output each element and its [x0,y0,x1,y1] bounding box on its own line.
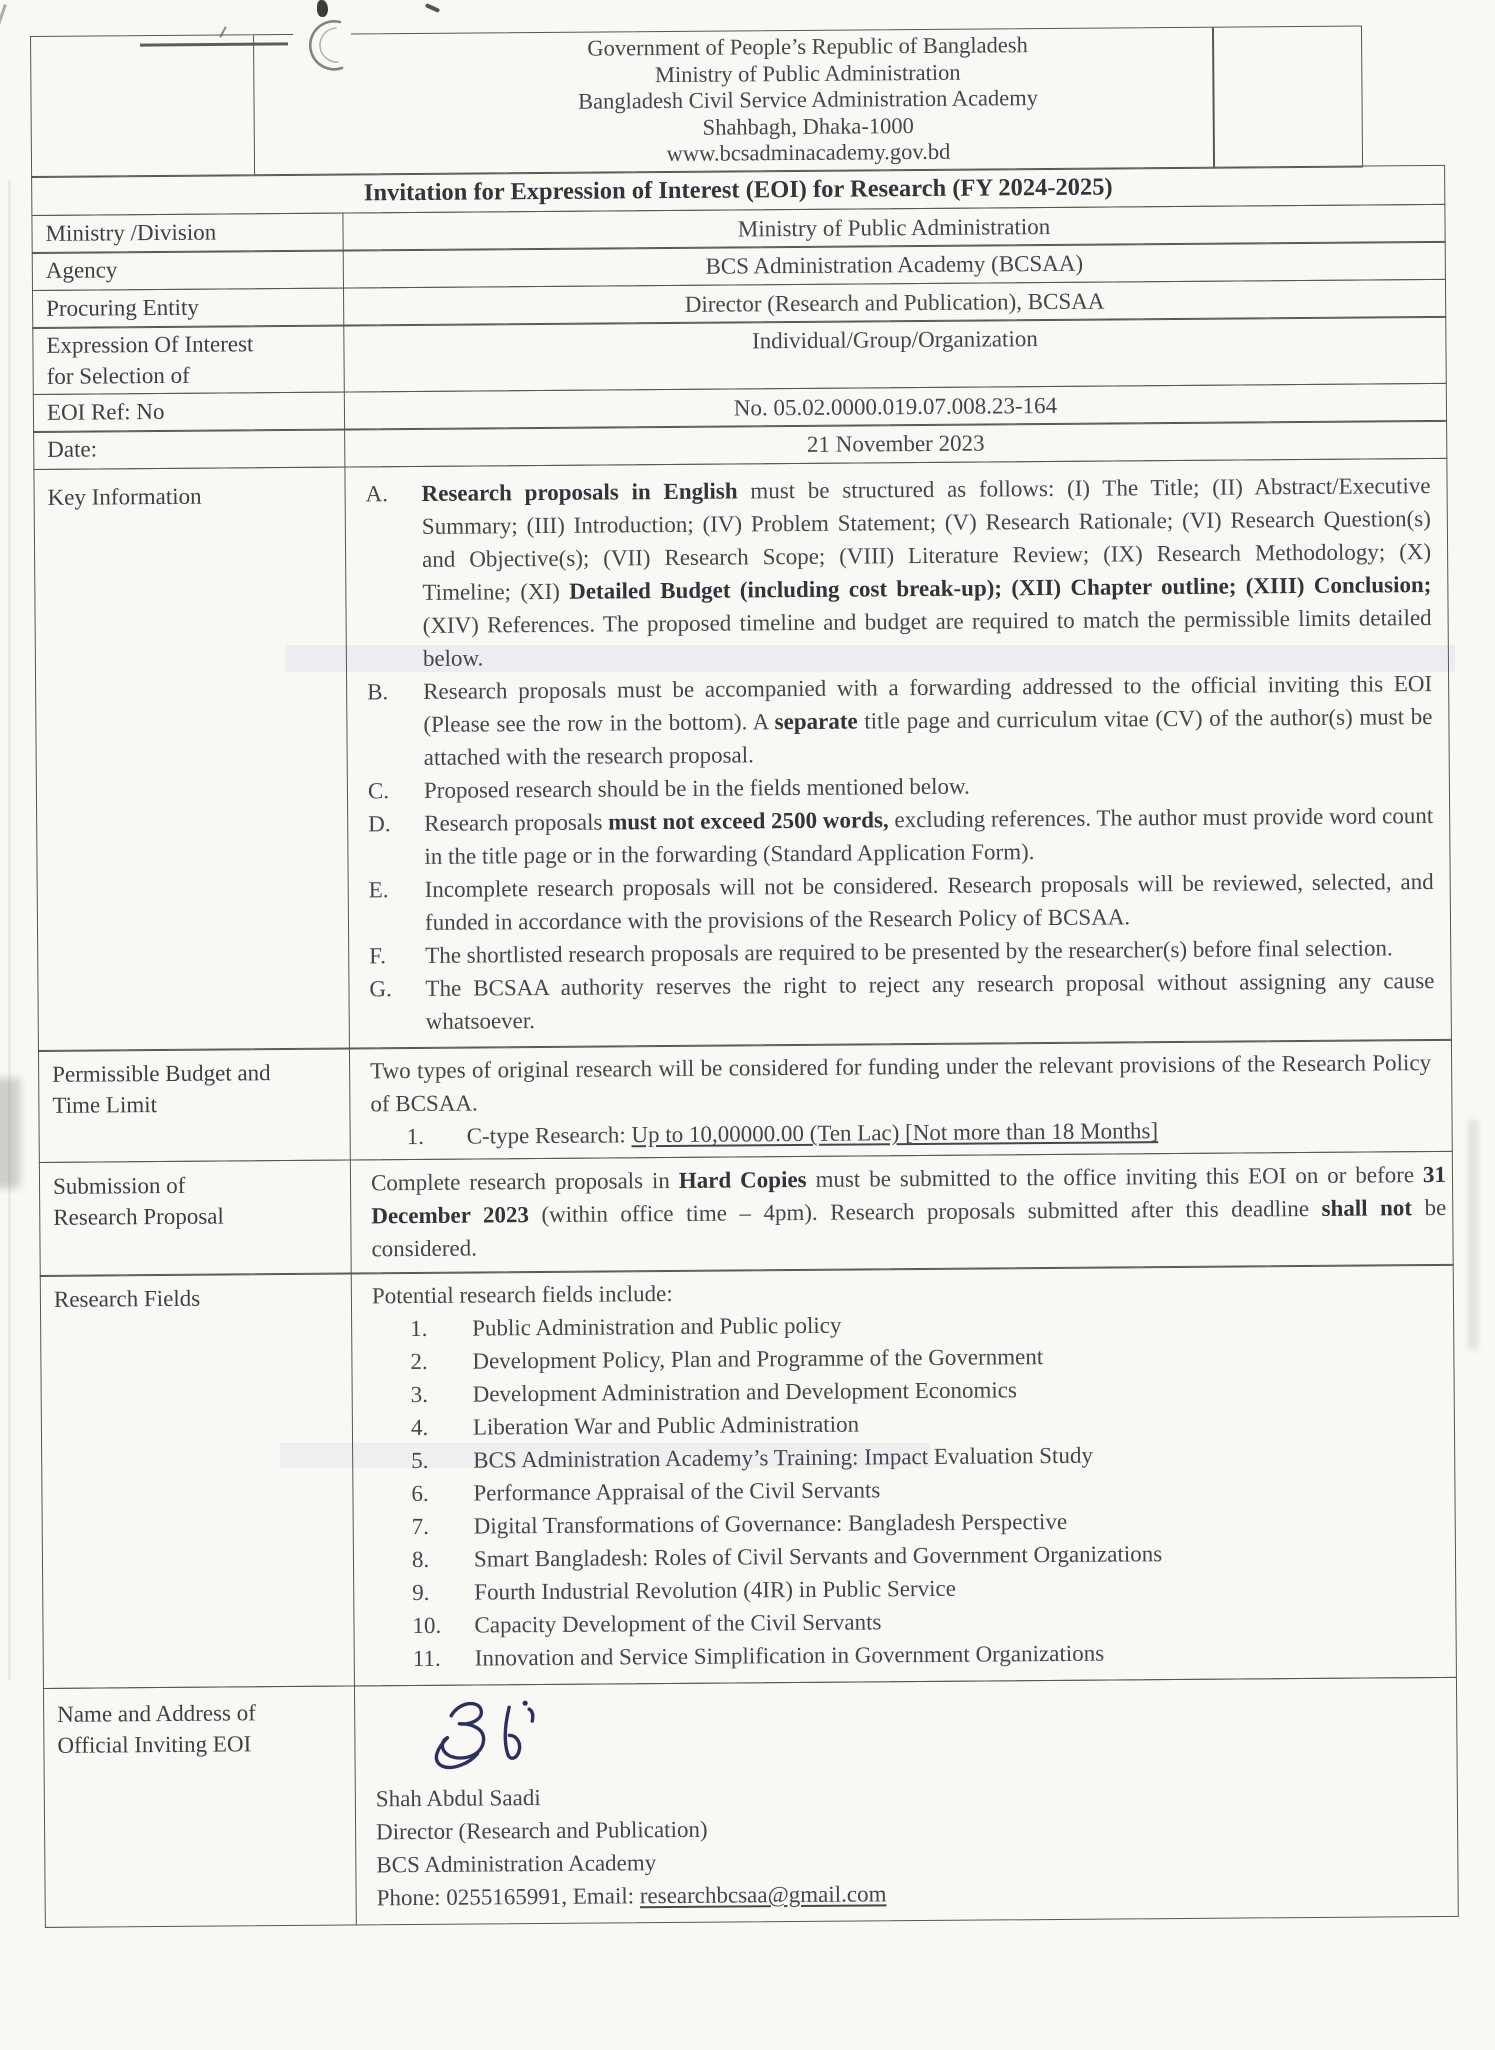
item-number: 10. [412,1613,442,1639]
info-row-value: Ministry of Public Administration [737,213,1051,242]
inviting-official-line: BCS Administration Academy [376,1850,657,1878]
item-number: 6. [411,1481,429,1507]
item-letter: D. [368,811,391,837]
item-text: Development Policy, Plan and Programme of the Government [472,1344,1044,1375]
eoi-document-table [30,25,1459,1928]
inviting-official-row [43,1677,1459,1928]
budget-paragraph: Two types of original research will be considered for funding under the relevant provisions of the Research Policy of BCSAA. [370,1050,1432,1117]
letterhead-left-empty-cell [31,35,255,177]
scan-smudge-left [0,1078,20,1188]
item-number: 11. [412,1646,441,1672]
item-number: 7. [411,1514,430,1540]
item-number: 8. [411,1547,430,1573]
research-field-item [375,1634,1440,1675]
item-number: 5. [411,1448,429,1474]
handwritten-signature [417,1688,1441,1780]
research-fields-content [352,1265,1456,1686]
key-information-item [369,865,1434,939]
letterhead-row [30,26,1363,178]
item-letter: G. [369,976,392,1002]
item-text: Digital Transformations of Governance: Bangladesh Perspective [473,1509,1068,1540]
inviting-official-line: Shah Abdul Saadi [375,1785,541,1812]
item-letter: E. [368,877,389,903]
key-information-list [345,459,1451,1049]
info-row-label: Ministry /Division [32,214,343,253]
info-row-value: Individual/Group/Organization [751,326,1038,354]
item-number: 2. [410,1349,428,1375]
inviting-official-lines [376,1774,1442,1914]
item-text: BCS Administration Academy’s Training: Impact Evaluation Study [473,1443,1093,1474]
info-row-value: BCS Administration Academy (BCSAA) [705,251,1084,280]
item-text: C-type Research: Up to 10,00000.00 (Ten Lac) [Not more than 18 Months] [466,1118,1159,1150]
page-edge-shadow [8,180,11,1680]
scan-corner-artifact [0,4,6,96]
budget-row [38,1039,1453,1163]
inviting-official-label: Name and Address of Official Inviting EOI [44,1686,357,1926]
research-fields-row [40,1264,1457,1689]
letterhead [254,27,1362,176]
item-text: Liberation War and Public Administration [472,1412,860,1441]
item-letter: B. [367,679,389,705]
item-text: Research proposals must be accompanied with a forwarding addressed to the official inviting this EOI (Please see the row in the bottom). A separate title page and curriculum vitae (CV) of the author(s) must be attached with the research proposal. [423,670,1433,770]
inviting-official-line: Director (Research and Publication) [376,1816,708,1845]
research-fields-label: Research Fields [41,1274,355,1688]
inviting-official-content [355,1678,1458,1925]
key-information-item [368,799,1433,873]
info-row-value: Director (Research and Publication), BCSAA [684,288,1105,317]
info-row-label: Expression Of Interest for Selection of [33,326,345,394]
item-letter: C. [367,778,390,804]
key-information-label: Key Information [34,468,350,1051]
key-information-row [33,458,1452,1052]
letterhead-line: Bangladesh Civil Service Administration Academy [577,85,1039,114]
item-text: The BCSAA authority reserves the right to reject any research proposal without assigning any cause whatsoever. [425,967,1435,1034]
submission-row [39,1151,1454,1277]
document-title: Invitation for Expression of Interest (EOI) for Research (FY 2024-2025) [31,165,1445,216]
item-text: Research proposals in English must be structured as follows: (I) The Title; (II) Abstract/Executive Summary; (III) Introduction; (IV) Problem Statement; (V) Research Rationale; (VI) Research Question(s) and Objective(s); (VII) Research Scope; (VIII) Literature Review; (IX) Research Methodology; (X) Timeline; (XI) Detailed Budget (including cost break-up); (XII) Chapter outline; (XIII) Conclusion; (XIV) References. The proposed timeline and budget are required to match the permissible limits detailed below. [421,472,1432,671]
scan-ink-mark [425,3,440,13]
item-text: Smart Bangladesh: Roles of Civil Servants and Government Organizations [473,1541,1163,1573]
budget-content [350,1040,1452,1160]
item-text: Proposed research should be in the fields mentioned below. [423,773,970,803]
budget-label: Permissible Budget and Time Limit [39,1049,351,1162]
info-row-label: Agency [33,251,344,290]
scan-smudge-right [1468,1120,1478,1350]
item-text: Fourth Industrial Revolution (4IR) in Public Service [474,1576,956,1606]
item-text: Performance Appraisal of the Civil Servants [473,1477,881,1507]
item-number: 1. [406,1124,425,1150]
info-row-label: Date: [34,430,345,469]
research-fields-list [372,1304,1440,1675]
key-information-item [369,964,1434,1038]
info-row-label: EOI Ref: No [34,393,345,432]
key-information-item [367,667,1433,774]
scan-ink-blob [317,0,328,17]
budget-item [371,1112,1436,1153]
research-fields-intro: Potential research fields include: [371,1281,673,1309]
item-letter: F. [369,943,387,969]
inviting-official-line: Phone: 0255165991, Email: researchbcsaa@gmail.com [376,1881,887,1911]
info-row-value: 21 November 2023 [806,430,985,458]
letterhead-line: www.bcsadminacademy.gov.bd [666,139,951,167]
letterhead-line: Shahbagh, Dhaka-1000 [702,112,914,140]
letterhead-line: Ministry of Public Administration [654,59,961,87]
submission-text: Complete research proposals in Hard Copies must be submitted to the office inviting this EOI on or before 31 December 2023 (within office time – 4pm). Research proposals submitted after this deadline shall not be considered. [370,1161,1447,1262]
item-text: Incomplete research proposals will not be considered. Research proposals will be reviewed, selected, and funded in accordance with the provisions of the Research Policy of BCSAA. [424,868,1434,935]
item-text: Innovation and Service Simplification in Government Organizations [474,1641,1105,1672]
item-text: The shortlisted research proposals are required to be presented by the researcher(s) before final selection. [425,935,1393,968]
item-text: Development Administration and Development Economics [472,1377,1017,1408]
item-letter: A. [365,481,389,507]
item-number: 3. [410,1382,429,1408]
info-rows [31,204,1447,471]
item-number: 9. [412,1580,430,1606]
item-text: Research proposals must not exceed 2500 words, excluding references. The author must provide word count in the title page or in the forwarding (Standard Application Form). [424,802,1434,869]
item-text: Public Administration and Public policy [472,1313,842,1342]
info-row-label: Procuring Entity [33,289,344,328]
key-information-item [365,469,1432,675]
item-number: 1. [410,1316,428,1342]
letterhead-line: Government of People’s Republic of Bangladesh [587,32,1028,61]
item-number: 4. [410,1415,429,1441]
item-text: Capacity Development of the Civil Servants [474,1609,882,1639]
submission-label: Submission of Research Proposal [40,1160,352,1275]
info-row-value: No. 05.02.0000.019.07.008.23-164 [733,392,1058,421]
